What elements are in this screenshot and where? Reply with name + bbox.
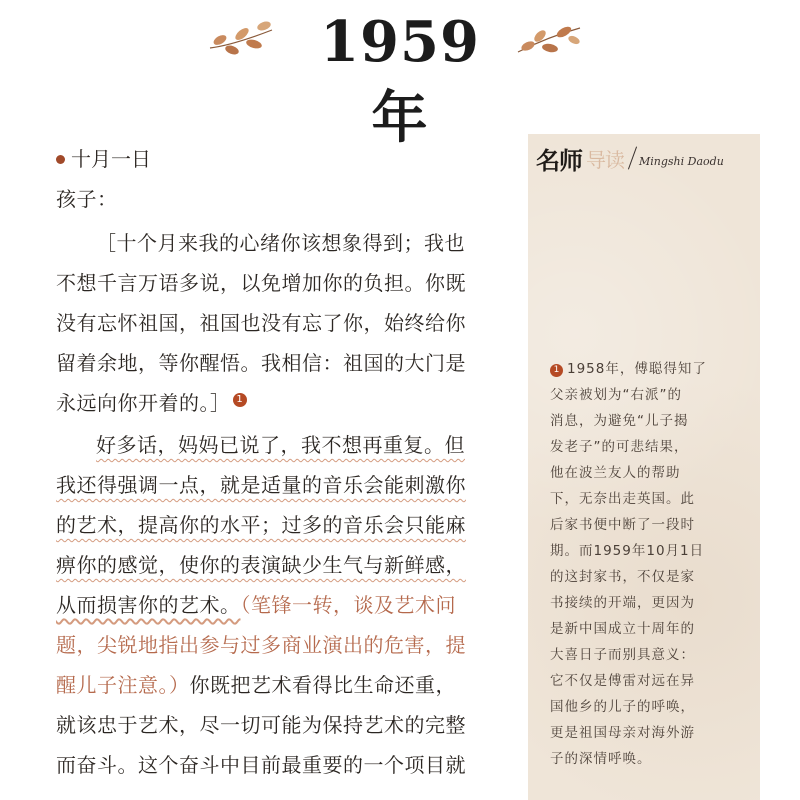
letter-line: 没有忘怀祖国，祖国也没有忘了你，始终给你 bbox=[56, 311, 466, 335]
letter-date bbox=[56, 144, 151, 174]
guide-line: 国他乡的儿子的呼唤， bbox=[550, 699, 695, 715]
guide-line: 是新中国成立十周年的 bbox=[550, 621, 695, 637]
guide-line: 子的深情呼唤。 bbox=[550, 751, 652, 767]
guide-line: 后家书便中断了一段时 bbox=[550, 517, 695, 533]
letter-line-with-note bbox=[56, 388, 247, 418]
guide-line: 消息，为避免“儿子揭 bbox=[550, 413, 689, 429]
inline-commentary bbox=[56, 630, 466, 660]
letter-salutation: 孩子： bbox=[56, 187, 118, 211]
guide-line: 期。而1959年10月1日 bbox=[550, 543, 705, 559]
letter-line-mixed bbox=[56, 590, 456, 620]
divider bbox=[628, 147, 637, 170]
letter-line-highlighted: 的艺术，提高你的水平；过多的音乐会只能麻 bbox=[56, 513, 466, 537]
letter-line-highlighted: 好多话，妈妈已说了，我不想再重复。但 bbox=[96, 433, 465, 457]
letter-line: ［十个月来我的心绪你该想象得到；我也 bbox=[96, 231, 465, 255]
guide-heading bbox=[536, 140, 724, 176]
reading-guide-panel bbox=[528, 134, 760, 800]
letter-line-highlighted: 痹你的感觉，使你的表演缺少生气与新鲜感， bbox=[56, 553, 466, 577]
note-marker-icon[interactable]: 1 bbox=[233, 393, 247, 407]
note-number-icon: 1 bbox=[550, 364, 563, 377]
inline-commentary-text: 题，尖锐地指出参与过多商业演出的危害，提 bbox=[56, 633, 466, 657]
letter-line: 而奋斗。这个奋斗中目前最重要的一个项目就 bbox=[56, 753, 466, 777]
letter-line-text: 你既把艺术看得比生命还重， bbox=[189, 673, 456, 697]
letter-line: 不想千言万语多说，以免增加你的负担。你既 bbox=[56, 271, 466, 295]
letter-line-highlighted: 从而损害你的艺术。 bbox=[56, 593, 241, 617]
inline-commentary: （笔锋一转，谈及艺术问 bbox=[240, 593, 456, 617]
guide-line: 的这封家书，不仅是家 bbox=[550, 569, 695, 585]
guide-line: 1958年，傅聪得知了 bbox=[567, 361, 707, 377]
guide-line: 更是祖国母亲对海外游 bbox=[550, 725, 695, 741]
letter-line: 就该忠于艺术，尽一切可能为保持艺术的完整 bbox=[56, 713, 466, 737]
guide-heading-accent: 导读 bbox=[586, 147, 624, 172]
letter-date-text: 十月一日 bbox=[71, 147, 151, 171]
guide-line: 发老子”的可悲结果， bbox=[550, 439, 689, 455]
date-bullet-icon bbox=[56, 155, 65, 164]
letter-line: 留着余地，等你醒悟。我相信：祖国的大门是 bbox=[56, 351, 466, 375]
guide-heading-pinyin: Mingshi Daodu bbox=[639, 154, 724, 168]
guide-line-with-number bbox=[550, 358, 707, 380]
guide-line: 下，无奈出走英国。此 bbox=[550, 491, 695, 507]
letter-line-mixed bbox=[56, 670, 456, 700]
page-title: 1959年 bbox=[320, 9, 480, 151]
leaf-ornament-icon bbox=[206, 18, 278, 58]
guide-line: 书接续的开端，更因为 bbox=[550, 595, 695, 611]
letter-line-text: 永远向你开着的。］ bbox=[56, 391, 231, 415]
guide-heading-main: 名师 bbox=[536, 145, 582, 175]
guide-line: 父亲被划为“右派”的 bbox=[550, 387, 682, 403]
guide-line: 它不仅是傅雷对远在异 bbox=[550, 673, 695, 689]
inline-commentary-text: 醒儿子注意。） bbox=[56, 673, 190, 697]
page-header bbox=[0, 0, 800, 151]
guide-line: 他在波兰友人的帮助 bbox=[550, 465, 681, 481]
guide-line: 大喜日子而别具意义： bbox=[550, 647, 695, 663]
leaf-ornament-icon bbox=[512, 18, 584, 58]
letter-line-highlighted: 我还得强调一点，就是适量的音乐会能刺激你 bbox=[56, 473, 466, 497]
